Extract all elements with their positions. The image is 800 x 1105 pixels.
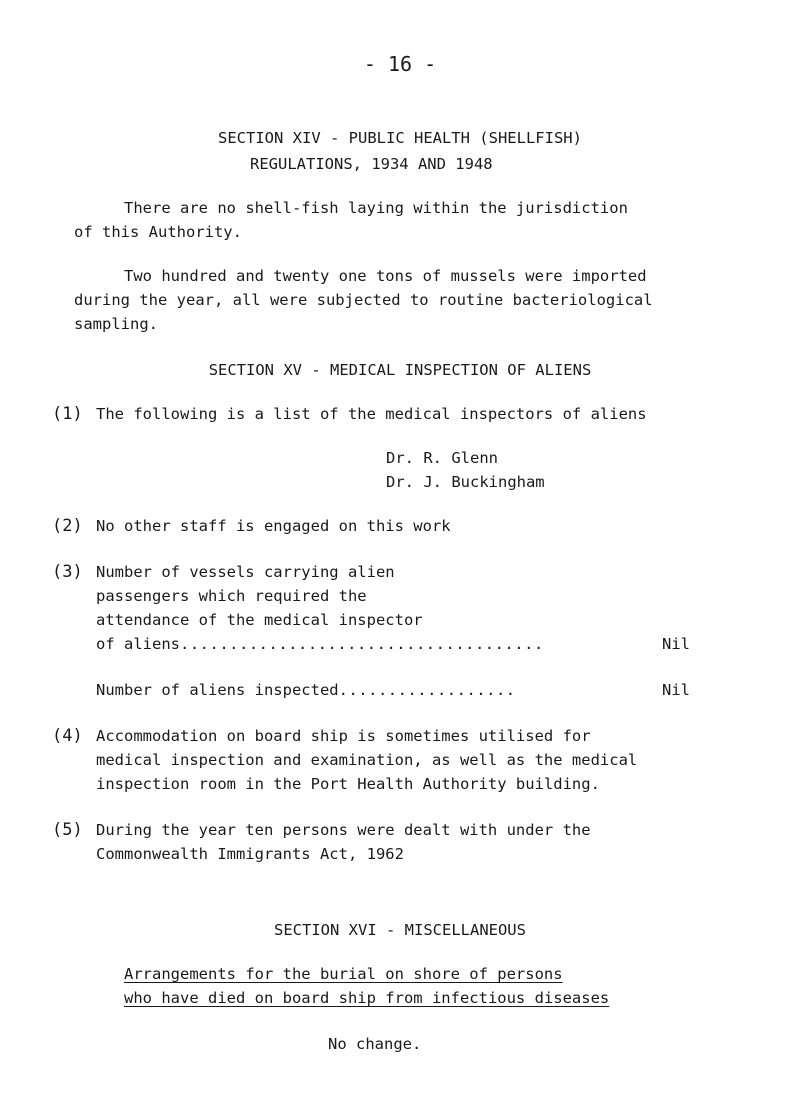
section-14-para1-line1: There are no shell-fish laying within the jurisdiction xyxy=(124,199,628,217)
section-14-para2-line2: during the year, all were subjected to routine bacteriological xyxy=(74,291,653,309)
item-4-line3: inspection room in the Port Health Authority building. xyxy=(96,775,600,793)
item-5-number: (5) xyxy=(52,820,83,840)
section-14-para2-line1: Two hundred and twenty one tons of mussels were imported xyxy=(124,267,647,285)
section-16-subheading-line2: who have died on board ship from infectious diseases xyxy=(124,989,610,1007)
inspector-1: Dr. R. Glenn xyxy=(386,449,498,467)
item-4-line1: Accommodation on board ship is sometimes utilised for xyxy=(96,727,591,745)
inspector-2: Dr. J. Buckingham xyxy=(386,473,545,491)
section-14-title: SECTION XIV - PUBLIC HEALTH (SHELLFISH) xyxy=(218,129,582,147)
item-4-number: (4) xyxy=(52,726,83,746)
item-3-line4 xyxy=(96,632,544,656)
vessels-value: Nil xyxy=(662,635,690,653)
item-4-line2: medical inspection and examination, as well as the medical xyxy=(96,751,638,769)
leader-dots: ..................................... xyxy=(180,635,544,653)
item-3-line5 xyxy=(96,678,516,702)
section-16-text: No change. xyxy=(328,1035,422,1053)
section-14-para1-line2: of this Authority. xyxy=(74,223,242,241)
leader-dots: .................. xyxy=(338,681,516,699)
section-16-title: SECTION XVI - MISCELLANEOUS xyxy=(274,921,526,939)
section-14-para2-line3: sampling. xyxy=(74,315,158,333)
item-3-line4-label: of aliens xyxy=(96,635,180,653)
page-number: - 16 - xyxy=(363,52,437,76)
aliens-inspected-value: Nil xyxy=(662,681,690,699)
item-5-line2: Commonwealth Immigrants Act, 1962 xyxy=(96,845,404,863)
item-3-line2: passengers which required the xyxy=(96,587,367,605)
item-3-line3: attendance of the medical inspector xyxy=(96,611,423,629)
section-15-title: SECTION XV - MEDICAL INSPECTION OF ALIENS xyxy=(208,361,592,379)
item-3-line1: Number of vessels carrying alien xyxy=(96,563,395,581)
section-14-title-line2: REGULATIONS, 1934 AND 1948 xyxy=(250,155,493,173)
item-3-number: (3) xyxy=(52,562,83,582)
item-3-line5-label: Number of aliens inspected xyxy=(96,681,339,699)
item-1-number: (1) xyxy=(52,404,83,424)
item-1-text: The following is a list of the medical inspectors of aliens xyxy=(96,405,647,423)
section-16-subheading-line1: Arrangements for the burial on shore of persons xyxy=(124,965,563,983)
item-5-line1: During the year ten persons were dealt with under the xyxy=(96,821,591,839)
item-2-number: (2) xyxy=(52,516,83,536)
item-2-text: No other staff is engaged on this work xyxy=(96,517,451,535)
